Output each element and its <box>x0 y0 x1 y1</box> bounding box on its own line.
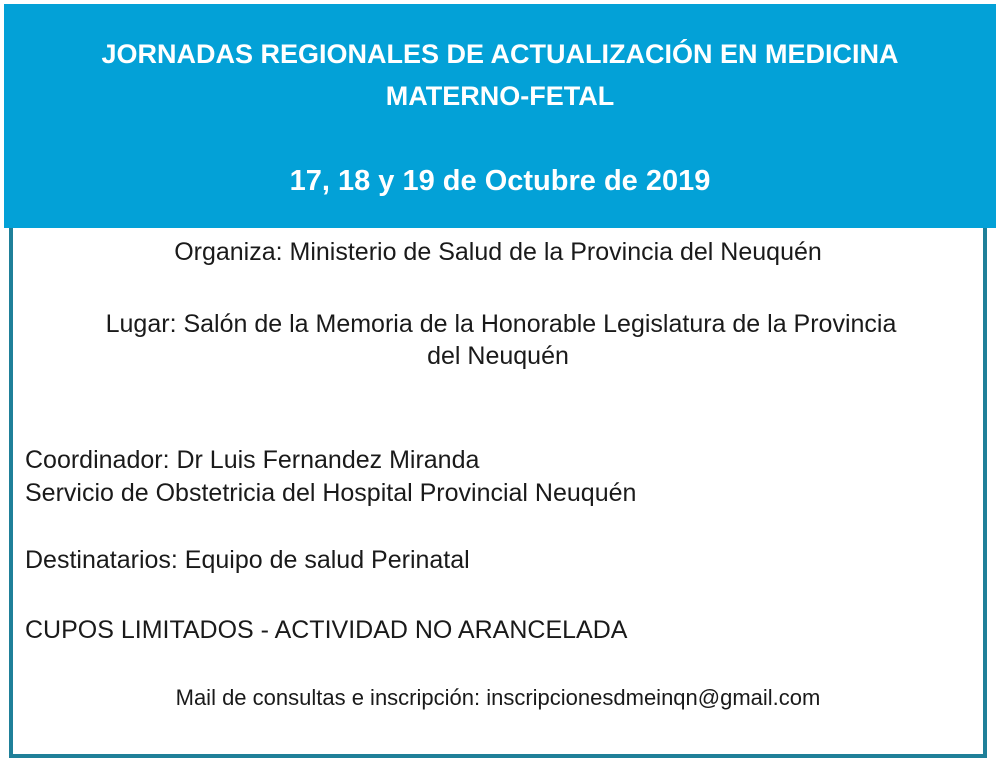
event-date: 17, 18 y 19 de Octubre de 2019 <box>289 165 711 197</box>
contact-mail-text: Mail de consultas e inscripción: inscripcionesdmeinqn@gmail.com <box>175 685 821 710</box>
coordinator-text: Coordinador: Dr Luis Fernandez Miranda <box>25 446 480 474</box>
event-details-box <box>9 228 987 758</box>
audience-text: Destinatarios: Equipo de salud Perinatal <box>25 546 470 574</box>
service-text: Servicio de Obstetricia del Hospital Provincial Neuquén <box>25 479 637 507</box>
organizer-text: Organiza: Ministerio de Salud de la Provincia del Neuquén <box>174 238 822 266</box>
venue-text-line-1: Lugar: Salón de la Memoria de la Honorable Legislatura de la Provincia <box>105 310 897 338</box>
limited-spots-text: CUPOS LIMITADOS - ACTIVIDAD NO ARANCELADA <box>25 616 628 644</box>
venue-text-line-2: del Neuquén <box>427 342 569 370</box>
event-header <box>4 4 996 228</box>
event-title-line-2: MATERNO-FETAL <box>385 81 615 111</box>
event-title-line-1: JORNADAS REGIONALES DE ACTUALIZACIÓN EN MEDICINA <box>101 39 899 69</box>
